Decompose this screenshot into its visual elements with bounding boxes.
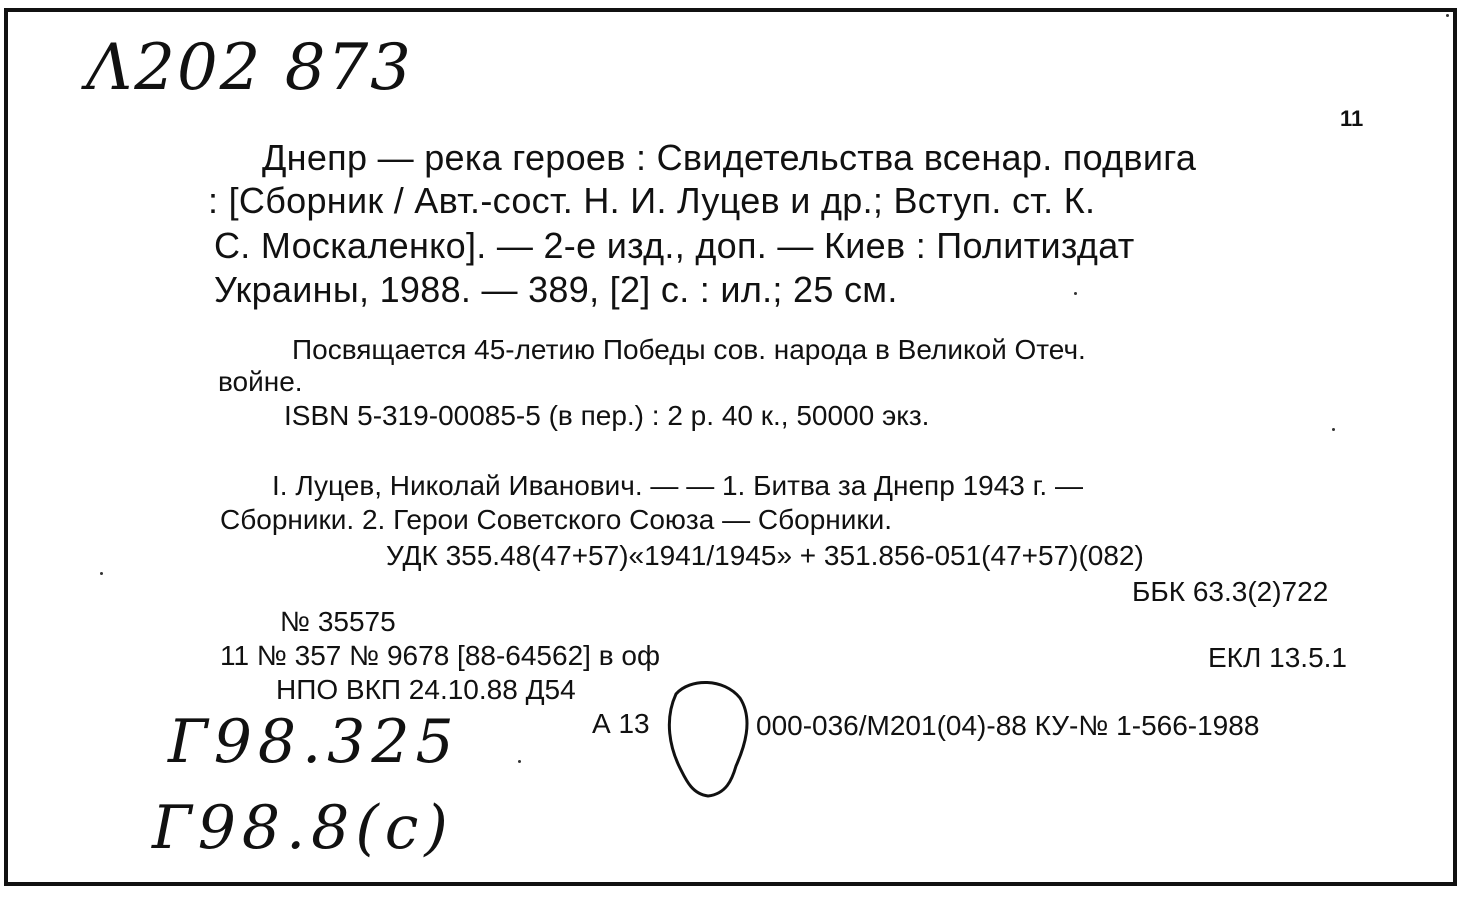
speck [100,572,103,575]
subject-line-1: I. Луцев, Николай Иванович. — — 1. Битва за Днепр 1943 г. — [272,470,1083,501]
npo-line: НПО ВКП 24.10.88 Д54 [276,674,576,705]
speck [1332,428,1335,431]
speck [1446,14,1449,17]
punch-hole-outline [662,676,752,802]
speck [518,760,521,763]
card-number: № 35575 [280,606,396,637]
title-line-3: С. Москаленко]. — 2-е изд., доп. — Киев : Политиздат [214,225,1135,266]
subject-line-2: Сборники. 2. Герои Советского Союза — Сборники. [220,504,893,535]
title-line-4: Украины, 1988. — 389, [2] с. : ил.; 25 см. [214,269,898,310]
ekl-line: ЕКЛ 13.5.1 [1208,642,1347,673]
handwritten-classification-2: Г98.8(с) [152,793,454,863]
handwritten-classification-1: Г98.325 [168,707,460,777]
handwritten-call-number: Λ202 873 [86,31,413,105]
code-right: 000-036/М201(04)-88 КУ-№ 1-566-1988 [756,710,1260,741]
note-line-1: Посвящается 45-летию Победы сов. народа в Великой Отеч. [292,334,1086,365]
udk-line: УДК 355.48(47+57)«1941/1945» + 351.856-051(47+57)(082) [386,540,1144,571]
page-mark: 11 [1340,106,1364,131]
order-line: 11 № 357 № 9678 [88-64562] в оф [220,640,660,671]
note-line-2: войне. [218,366,303,397]
title-line-2: : [Сборник / Авт.-сост. Н. И. Луцев и др.; Вступ. ст. К. [208,180,1096,221]
bbk-line: ББК 63.3(2)722 [1132,576,1329,607]
speck [1074,292,1077,295]
title-line-1: Днепр — река героев : Свидетельства всенар. подвига [262,137,1197,178]
isbn-line: ISBN 5-319-00085-5 (в пер.) : 2 р. 40 к., 50000 экз. [284,400,930,431]
code-left: А 13 [592,708,650,739]
